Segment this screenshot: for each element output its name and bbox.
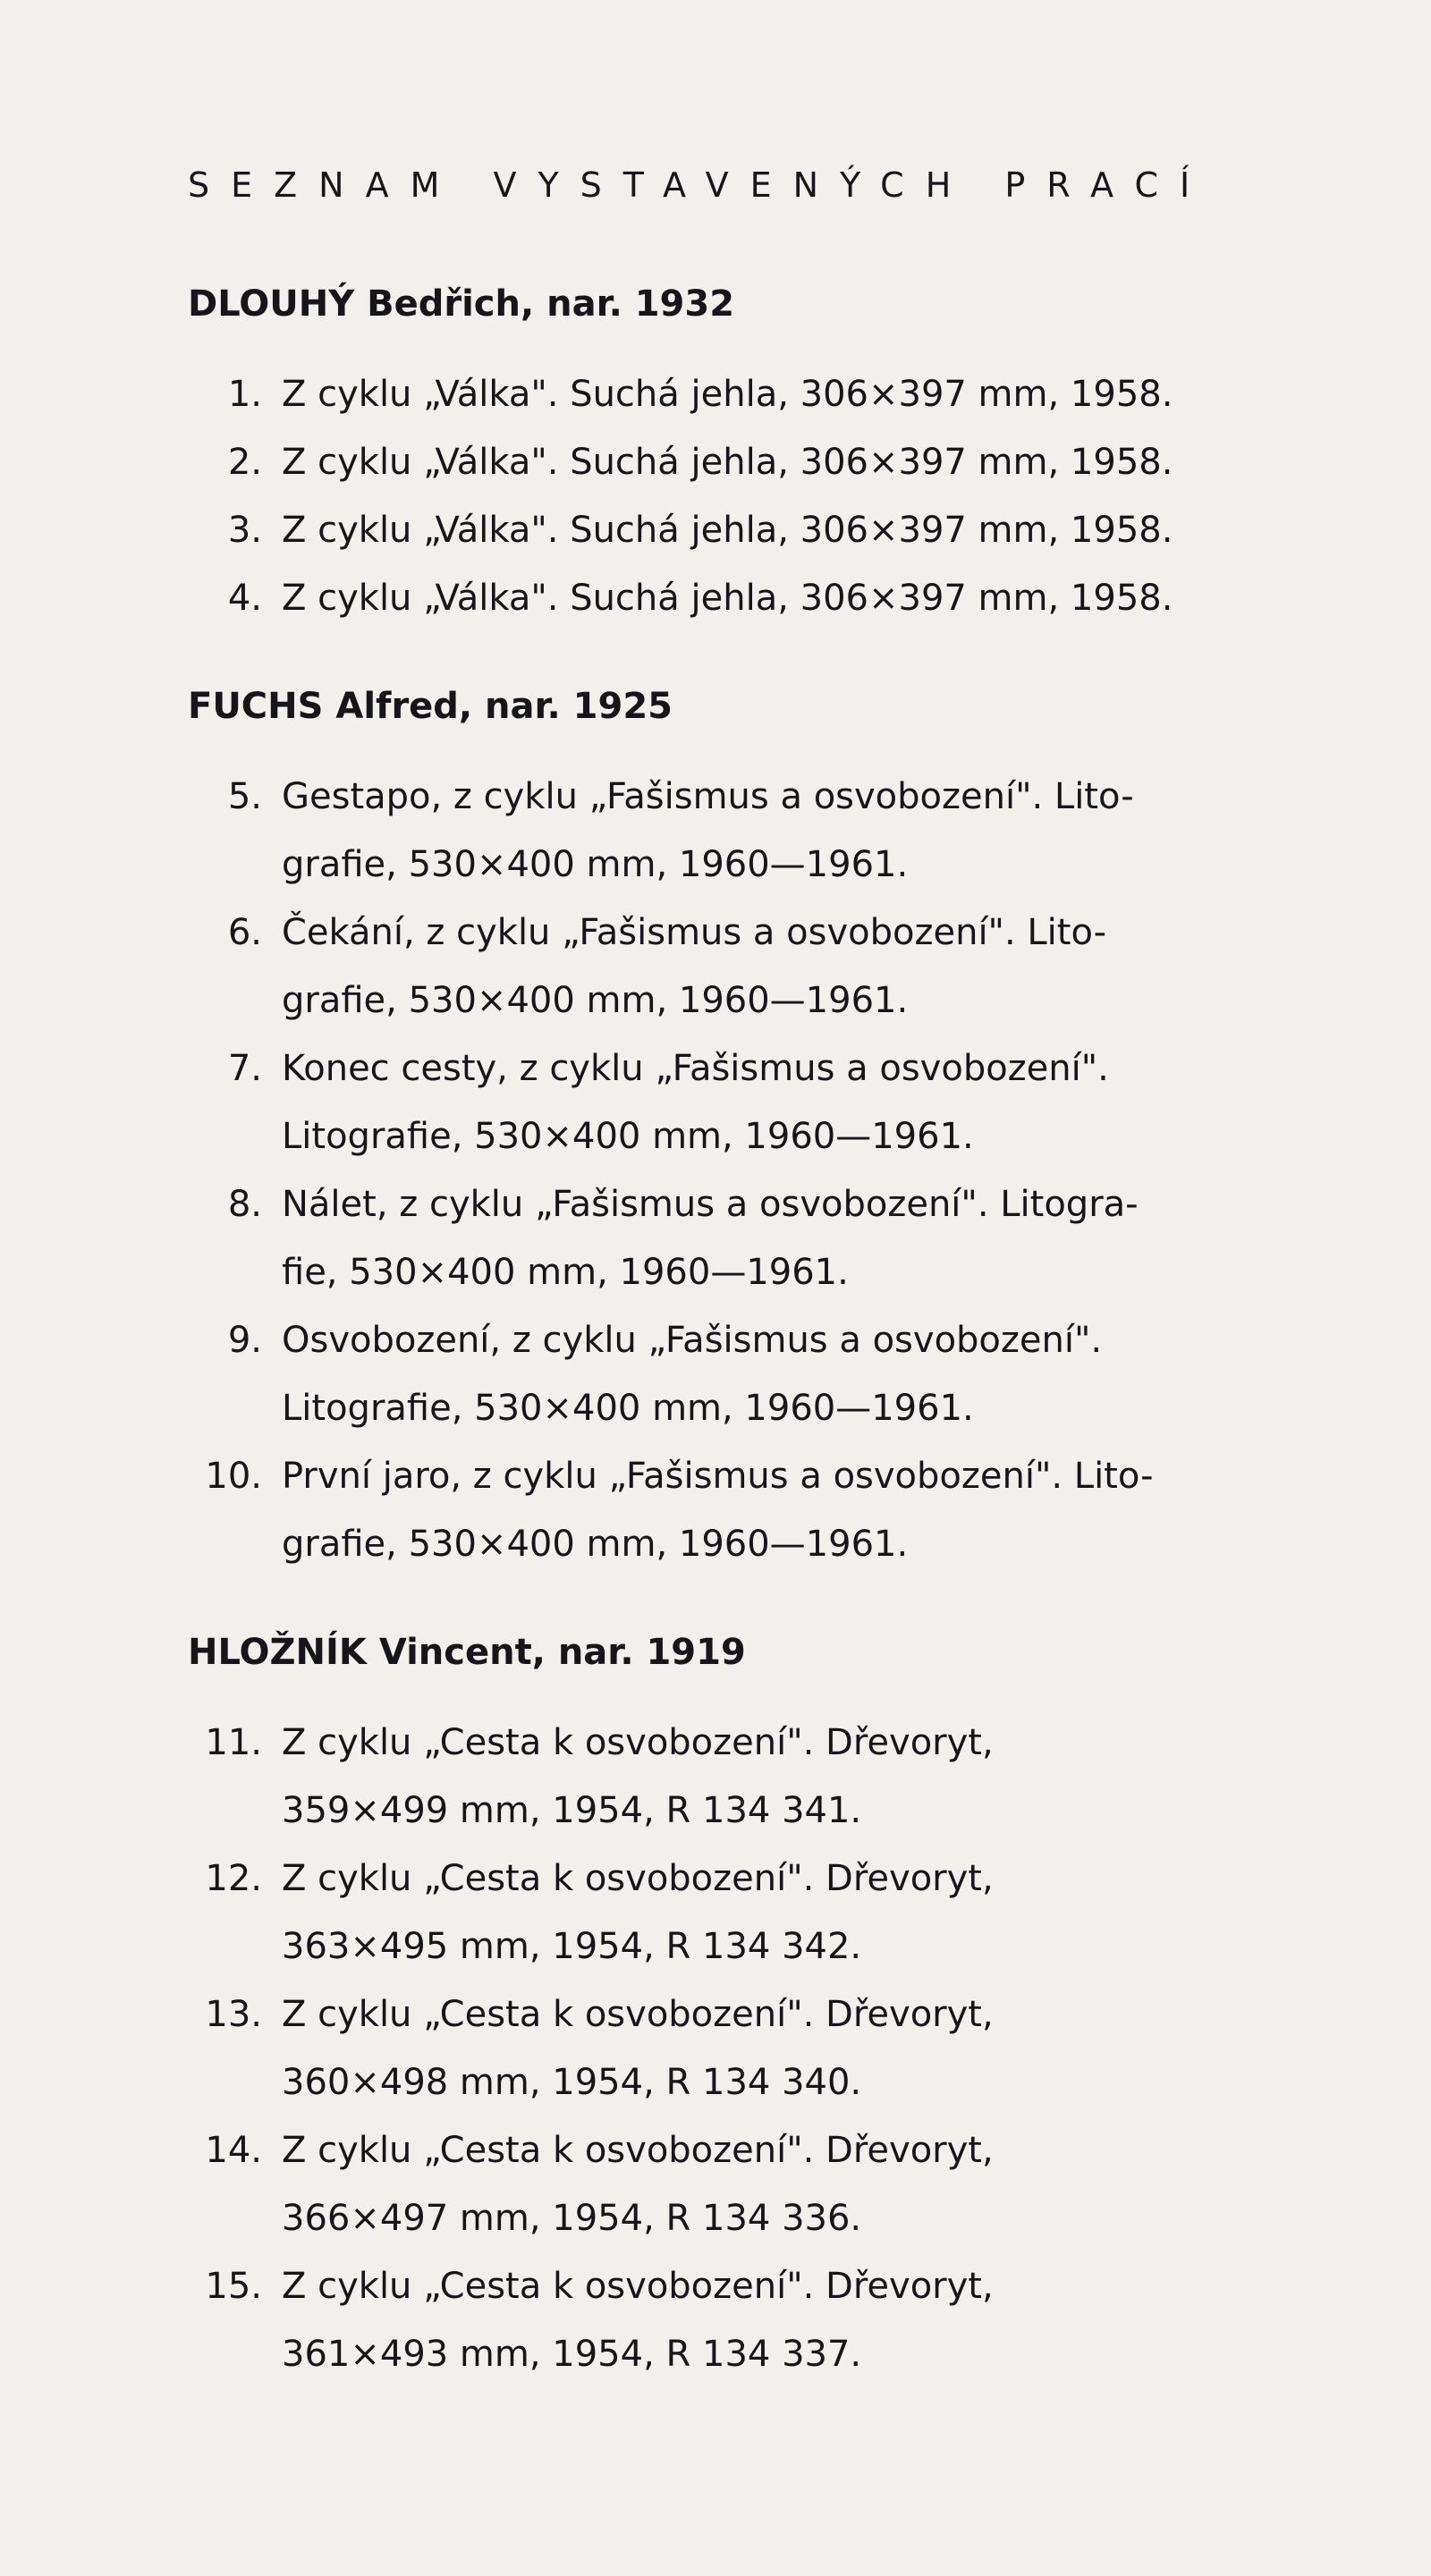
work-line: fie, 530×400 mm, 1960—1961.	[282, 1252, 849, 1293]
work-description	[282, 428, 1257, 496]
work-item	[188, 564, 1297, 632]
work-item	[188, 1981, 1297, 2116]
work-line: Z cyklu „Válka". Suchá jehla, 306×397 mm, 1958.	[282, 578, 1173, 619]
work-line: Z cyklu „Cesta k osvobození". Dřevoryt,	[282, 1722, 994, 1763]
work-line: 360×498 mm, 1954, R 134 340.	[282, 2062, 862, 2103]
work-item	[188, 2252, 1297, 2388]
work-line: 361×493 mm, 1954, R 134 337.	[282, 2334, 862, 2375]
work-description	[282, 2252, 1257, 2388]
work-line: 359×499 mm, 1954, R 134 341.	[282, 1790, 862, 1831]
work-number: 12.	[205, 1858, 262, 1899]
work-line: Z cyklu „Cesta k osvobození". Dřevoryt,	[282, 1858, 994, 1899]
work-number: 15.	[205, 2266, 262, 2307]
artist-heading: HLOŽNÍK Vincent, nar. 1919	[188, 1632, 746, 1673]
work-item	[188, 1170, 1297, 1306]
work-line: Z cyklu „Cesta k osvobození". Dřevoryt,	[282, 2130, 994, 2171]
work-description	[282, 1306, 1257, 1442]
works-list	[188, 1709, 1297, 2388]
work-number: 1.	[227, 374, 262, 415]
work-number: 5.	[227, 776, 262, 817]
work-item	[188, 1442, 1297, 1578]
work-description	[282, 899, 1257, 1035]
artist-section-fuchs	[188, 686, 1297, 1578]
work-item	[188, 1709, 1297, 1845]
work-number: 4.	[227, 578, 262, 619]
work-description	[282, 763, 1257, 899]
artist-heading: DLOUHÝ Bedřich, nar. 1932	[188, 283, 735, 325]
work-number: 14.	[205, 2130, 262, 2171]
work-number: 9.	[227, 1320, 262, 1361]
work-description	[282, 1981, 1257, 2116]
work-line: Litografie, 530×400 mm, 1960—1961.	[282, 1116, 974, 1157]
work-item	[188, 1845, 1297, 1981]
work-line: Z cyklu „Cesta k osvobození". Dřevoryt,	[282, 1994, 994, 2035]
work-line: Čekání, z cyklu „Fašismus a osvobození". Lito-	[282, 912, 1107, 953]
work-item	[188, 360, 1297, 428]
work-description	[282, 1035, 1257, 1170]
work-description	[282, 1845, 1257, 1981]
work-line: 366×497 mm, 1954, R 134 336.	[282, 2198, 862, 2239]
work-line: Z cyklu „Cesta k osvobození". Dřevoryt,	[282, 2266, 994, 2307]
work-line: Nálet, z cyklu „Fašismus a osvobození". Litogra-	[282, 1184, 1139, 1225]
work-line: Osvobození, z cyklu „Fašismus a osvobození".	[282, 1320, 1103, 1361]
catalog-page	[188, 165, 1297, 2442]
work-number: 13.	[205, 1994, 262, 2035]
work-line: grafie, 530×400 mm, 1960—1961.	[282, 1524, 909, 1565]
work-number: 2.	[227, 442, 262, 483]
work-description	[282, 360, 1257, 428]
work-description	[282, 1442, 1257, 1578]
work-line: První jaro, z cyklu „Fašismus a osvobození". Lito-	[282, 1456, 1154, 1497]
artist-section-hloznik	[188, 1632, 1297, 2388]
artist-heading: FUCHS Alfred, nar. 1925	[188, 686, 673, 727]
work-line: Z cyklu „Válka". Suchá jehla, 306×397 mm, 1958.	[282, 374, 1173, 415]
work-description	[282, 1709, 1257, 1845]
work-item	[188, 1306, 1297, 1442]
work-line: grafie, 530×400 mm, 1960—1961.	[282, 980, 909, 1021]
work-description	[282, 2116, 1257, 2252]
work-description	[282, 496, 1257, 564]
work-item	[188, 763, 1297, 899]
work-line: Gestapo, z cyklu „Fašismus a osvobození". Lito-	[282, 776, 1134, 817]
work-item	[188, 428, 1297, 496]
work-item	[188, 2116, 1297, 2252]
works-list	[188, 360, 1297, 632]
work-description	[282, 564, 1257, 632]
work-line: Z cyklu „Válka". Suchá jehla, 306×397 mm, 1958.	[282, 442, 1173, 483]
work-number: 6.	[227, 912, 262, 953]
works-list	[188, 763, 1297, 1578]
work-number: 11.	[205, 1722, 262, 1763]
work-number: 10.	[205, 1456, 262, 1497]
page-title: SEZNAM VYSTAVENÝCH PRACÍ	[188, 165, 1212, 205]
work-item	[188, 1035, 1297, 1170]
work-line: Z cyklu „Válka". Suchá jehla, 306×397 mm, 1958.	[282, 510, 1173, 551]
artist-section-dlouhy	[188, 283, 1297, 632]
work-description	[282, 1170, 1257, 1306]
work-item	[188, 496, 1297, 564]
work-number: 3.	[227, 510, 262, 551]
work-line: Litografie, 530×400 mm, 1960—1961.	[282, 1388, 974, 1429]
work-number: 8.	[227, 1184, 262, 1225]
work-line: grafie, 530×400 mm, 1960—1961.	[282, 844, 909, 885]
work-item	[188, 899, 1297, 1035]
work-number: 7.	[227, 1048, 262, 1089]
work-line: 363×495 mm, 1954, R 134 342.	[282, 1926, 862, 1967]
work-line: Konec cesty, z cyklu „Fašismus a osvobození".	[282, 1048, 1109, 1089]
